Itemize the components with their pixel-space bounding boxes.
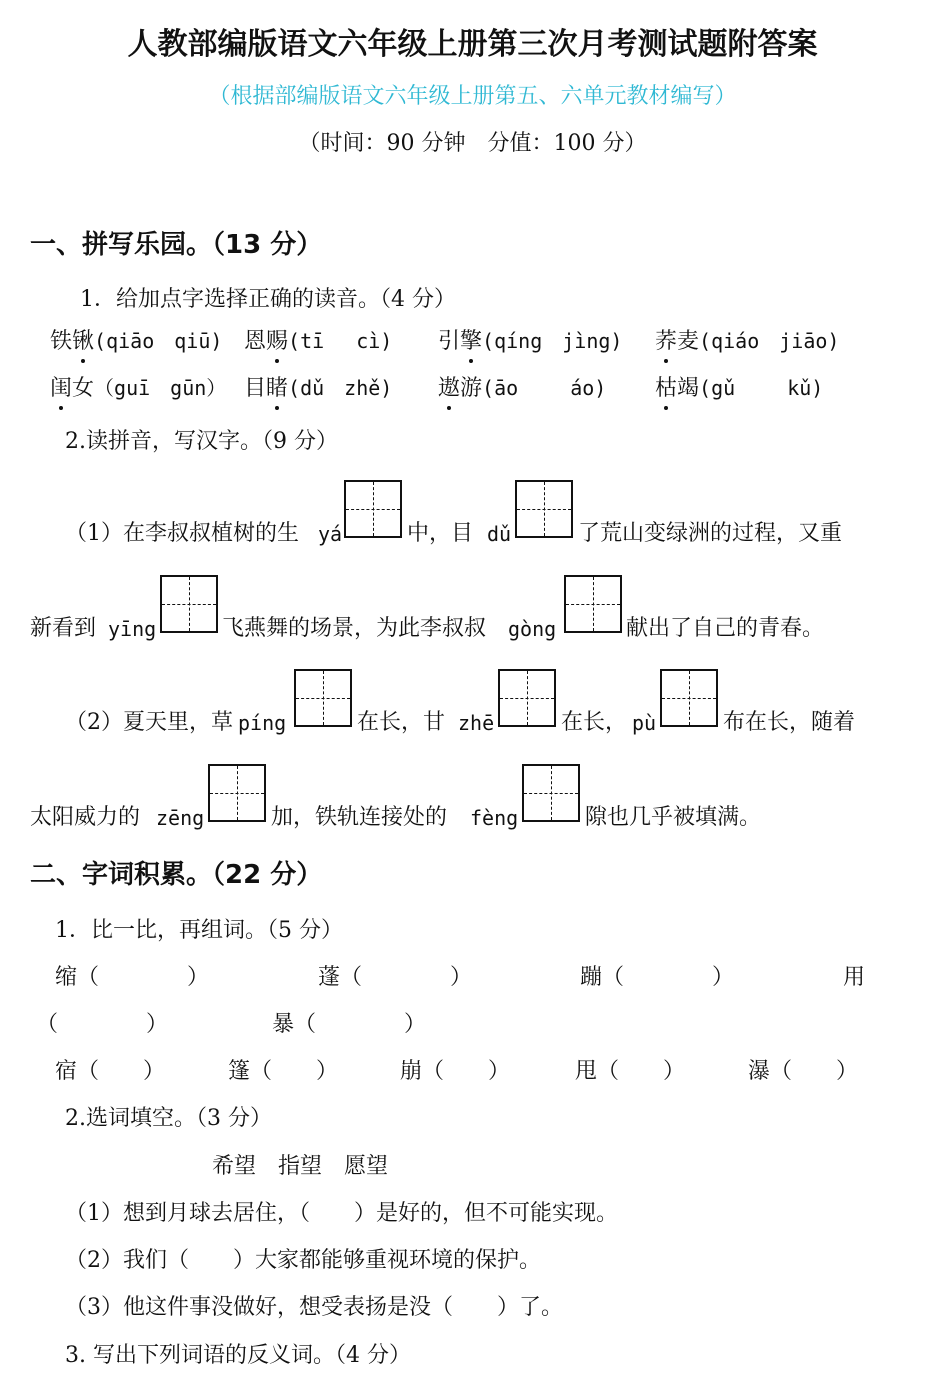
- question-prompt: 2.读拼音，写汉字。（9 分）: [65, 429, 338, 454]
- word-compare-item: 蓬（ ）: [318, 965, 473, 990]
- word-compare-item: 甩（ ）: [575, 1059, 686, 1084]
- passage-text: 了荒山变绿洲的过程，又重: [578, 521, 843, 546]
- question-prompt: 2.选词填空。（3 分）: [65, 1106, 272, 1131]
- character-grid-box[interactable]: [498, 669, 556, 727]
- question-prompt: 1．给加点字选择正确的读音。（4 分）: [80, 287, 456, 312]
- fill-blank-sentence: （1）想到月球去居住，（ ）是好的，但不可能实现。: [65, 1201, 618, 1226]
- character-grid-box[interactable]: [564, 575, 622, 633]
- character-grid-box[interactable]: [208, 764, 266, 822]
- section-heading: 一、拼写乐园。（13 分）: [30, 230, 323, 260]
- word-compare-item: （ ）: [36, 1012, 169, 1037]
- passage-text: 在长，: [561, 710, 628, 735]
- word-compare-item: 崩（ ）: [400, 1059, 511, 1084]
- character-grid-box[interactable]: [522, 764, 580, 822]
- exam-timing: （时间：90 分钟 分值：100 分）: [298, 131, 647, 156]
- character-grid-box[interactable]: [294, 669, 352, 727]
- word-compare-item: 宿（ ）: [55, 1059, 166, 1084]
- character-grid-box[interactable]: [160, 575, 218, 633]
- pronunciation-item: 枯竭(gǔ kǔ): [655, 376, 824, 401]
- word-choices: 希望 指望 愿望: [212, 1154, 389, 1179]
- passage-text: 飞燕舞的场景，为此李叔叔: [222, 616, 487, 641]
- question-prompt: 3. 写出下列词语的反义词。（4 分）: [65, 1343, 411, 1368]
- pinyin-hint: píng: [238, 711, 287, 735]
- passage-text: 太阳威力的: [30, 805, 141, 830]
- pinyin-hint: yá: [318, 522, 343, 546]
- word-compare-item: 瀑（ ）: [748, 1059, 859, 1084]
- passage-text: 新看到: [30, 616, 97, 641]
- passage-text: 在长，甘: [357, 710, 446, 735]
- pronunciation-item: 引擎(qíng jìng): [438, 329, 623, 354]
- pinyin-hint: gòng: [508, 617, 557, 641]
- character-grid-box[interactable]: [660, 669, 718, 727]
- pinyin-hint: zhē: [458, 711, 495, 735]
- character-grid-box[interactable]: [515, 480, 573, 538]
- word-compare-item: 用: [843, 965, 866, 990]
- passage-text: 加，铁轨连接处的: [271, 805, 448, 830]
- pinyin-hint: zēng: [156, 806, 205, 830]
- pronunciation-item: 荞麦(qiáo jiāo): [655, 329, 840, 354]
- pronunciation-item: 恩赐(tī cì): [244, 329, 393, 354]
- page-title: 人教部编版语文六年级上册第三次月考测试题附答案: [127, 27, 818, 62]
- word-compare-item: 暴（ ）: [272, 1012, 427, 1037]
- word-compare-item: 蹦（ ）: [580, 965, 735, 990]
- pronunciation-item: 闺女（guī gūn）: [50, 376, 227, 401]
- fill-blank-sentence: （3）他这件事没做好，想受表扬是没（ ）了。: [65, 1295, 563, 1320]
- question-prompt: 1．比一比，再组词。（5 分）: [55, 918, 343, 943]
- character-grid-box[interactable]: [344, 480, 402, 538]
- page-subtitle: （根据部编版语文六年级上册第五、六单元教材编写）: [208, 84, 737, 109]
- section-heading: 二、字词积累。（22 分）: [30, 860, 323, 890]
- word-compare-item: 缩（ ）: [55, 965, 210, 990]
- word-compare-item: 篷（ ）: [228, 1059, 339, 1084]
- passage-text: （1）在李叔叔植树的生: [65, 521, 299, 546]
- pinyin-hint: pù: [632, 711, 657, 735]
- passage-text: 献出了自己的青春。: [626, 616, 825, 641]
- pinyin-hint: dǔ: [487, 522, 512, 546]
- pinyin-hint: fèng: [470, 806, 519, 830]
- passage-text: （2）夏天里，草: [65, 710, 233, 735]
- pronunciation-item: 目睹(dǔ zhě): [244, 376, 393, 401]
- passage-text: 布在长，随着: [723, 710, 856, 735]
- pinyin-hint: yīng: [108, 617, 157, 641]
- pronunciation-item: 遨游(āo áo): [438, 376, 607, 401]
- passage-text: 中，目: [407, 521, 474, 546]
- pronunciation-item: 铁锹(qiāo qiū): [50, 329, 223, 354]
- fill-blank-sentence: （2）我们（ ）大家都能够重视环境的保护。: [65, 1248, 541, 1273]
- passage-text: 隙也几乎被填满。: [585, 805, 762, 830]
